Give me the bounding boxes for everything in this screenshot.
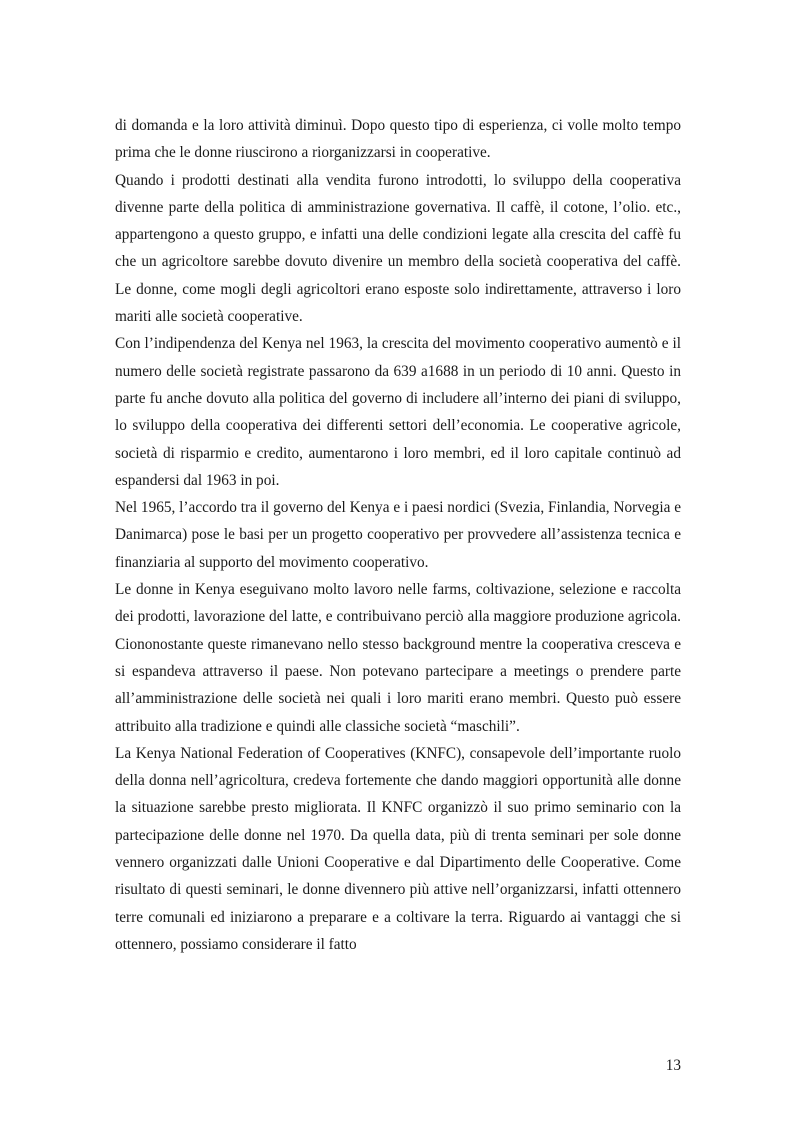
paragraph: Quando i prodotti destinati alla vendita furono introdotti, lo sviluppo della cooperativa divenne parte della politica di amministrazione governativa. Il caffè, il cotone, l’olio. etc., appartengono a questo gruppo, e infatti una delle condizioni legate alla crescita del caffè fu che un agricoltore sarebbe dovuto divenire un membro della società cooperativa del caffè. Le donne, come mogli degli agricoltori erano esposte solo indirettamente, attraverso i loro mariti alle società cooperative.	[115, 171, 681, 326]
paragraph: di domanda e la loro attività diminuì. Dopo questo tipo di esperienza, ci volle molto tempo prima che le donne riuscirono a riorganizzarsi in cooperative.	[115, 117, 681, 162]
body-text	[115, 112, 681, 958]
paragraph: Con l’indipendenza del Kenya nel 1963, la crescita del movimento cooperativo aumentò e il numero delle società registrate passarono da 639 a1688 in un periodo di 10 anni. Questo in parte fu anche dovuto alla politica del governo di includere all’interno dei piani di sviluppo, lo sviluppo della cooperativa dei differenti settori dell’economia. Le cooperative agricole, società di risparmio e credito, aumentarono i loro membri, ed il loro capitale continuò ad espandersi dal 1963 in poi.	[115, 335, 681, 489]
page-number: 13	[665, 1057, 681, 1074]
paragraph: La Kenya National Federation of Cooperatives (KNFC), consapevole dell’importante ruolo della donna nell’agricoltura, credeva fortemente che dando maggiori opportunità alle donne la situazione sarebbe presto migliorata. Il KNFC organizzò il suo primo seminario con la partecipazione delle donne nel 1970. Da quella data, più di trenta seminari per sole donne vennero organizzati dalle Unioni Cooperative e dal Dipartimento delle Cooperative. Come risultato di questi seminari, le donne divennero più attive nell’organizzarsi, infatti ottennero terre comunali ed iniziarono a preparare e a coltivare la terra. Riguardo ai vantaggi che si ottennero, possiamo considerare il fatto	[115, 744, 681, 953]
paragraph: Nel 1965, l’accordo tra il governo del Kenya e i paesi nordici (Svezia, Finlandia, Norvegia e Danimarca) pose le basi per un progetto cooperativo per provvedere all’assistenza tecnica e finanziaria al supporto del movimento cooperativo.	[115, 499, 681, 571]
paragraph: Le donne in Kenya eseguivano molto lavoro nelle farms, coltivazione, selezione e raccolta dei prodotti, lavorazione del latte, e contribuivano perciò alla maggiore produzione agricola. Ciononostante queste rimanevano nello stesso background mentre la cooperativa cresceva e si espandeva attraverso il paese. Non potevano partecipare a meetings o prendere parte all’amministrazione delle società nei quali i loro mariti erano membri. Questo può essere attribuito alla tradizione e quindi alle classiche società “maschili”.	[115, 581, 681, 735]
